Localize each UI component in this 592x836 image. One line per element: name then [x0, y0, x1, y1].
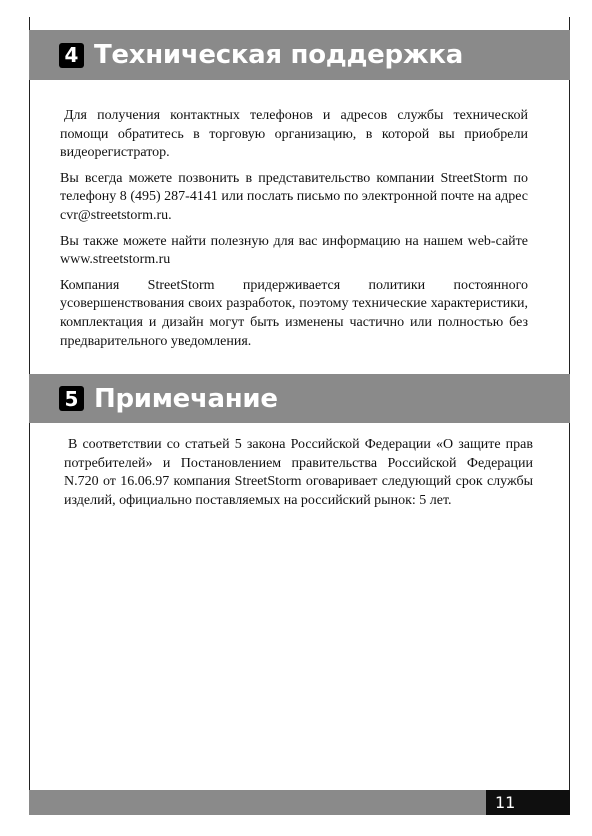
support-text	[60, 107, 528, 358]
note-text	[64, 436, 533, 517]
section-header-support	[29, 30, 570, 80]
paragraph: Для получения контактных телефонов и адресов службы технической помощи обратитесь в торговую организацию, в которой вы приобрели видеорегистратор.	[60, 108, 528, 161]
paragraph: Вы всегда можете позвонить в представительство компании StreetStorm по телефону 8 (495) 287-4141 или послать письмо по электронной почте на адрес cvr@streetstorm.ru.	[60, 170, 528, 223]
section-number-badge: 4	[59, 43, 84, 68]
section-number-badge: 5	[59, 386, 84, 411]
section-title: Техническая поддержка	[94, 40, 463, 70]
page-footer	[29, 790, 570, 815]
paragraph: Вы также можете найти полезную для вас информацию на нашем web-сайте www.streetstorm.ru	[60, 233, 528, 268]
paragraph: Компания StreetStorm придерживается политики постоянного усовершенствования своих разработок, поэтому технические характеристики, комплектация и дизайн могут быть изменены частично или полностью без предварительного уведомления.	[60, 277, 528, 349]
page-number: 11	[486, 790, 570, 815]
section-title: Примечание	[94, 383, 278, 414]
section-header-note	[29, 374, 570, 423]
paragraph: В соответствии со статьей 5 закона Российской Федерации «О защите прав потребителей» и Постановлением правительства Российской Федерации N.720 от 16.06.97 компания StreetStorm оговаривает следующий срок службы изделий, официально поставляемых на российский рынок: 5 лет.	[64, 437, 533, 508]
